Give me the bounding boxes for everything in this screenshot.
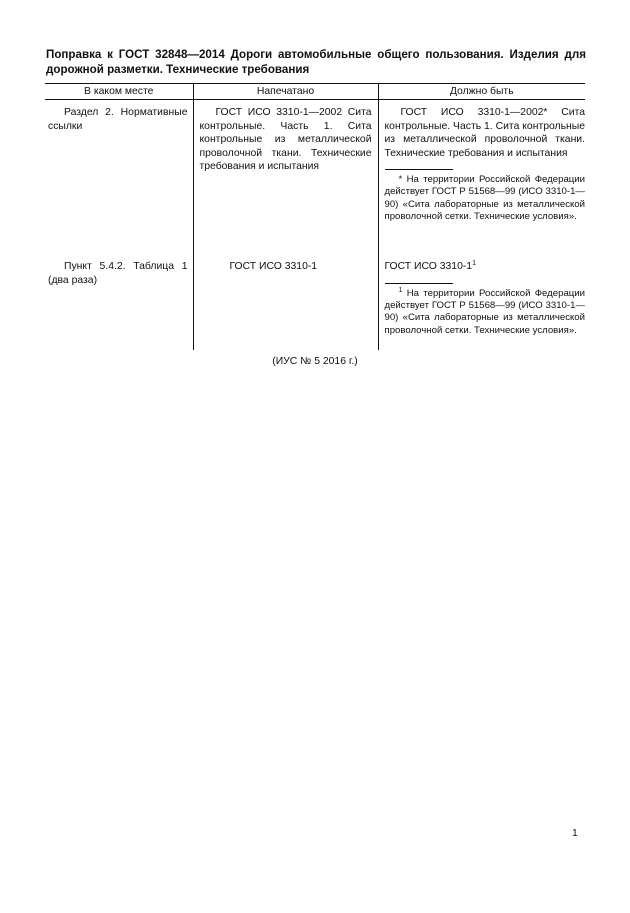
cell-printed [193,252,378,350]
footnote-text: На территории Российской Федерации действует ГОСТ Р 51568—99 (ИСО 3310-1—90) «Сита лабораторные из металлической проволочной сетки. Технические условия». [384,287,585,336]
cell-should-be [378,100,585,253]
printed-text: ГОСТ ИСО 3310-1 [229,261,318,272]
footnote-block [379,283,586,338]
footnote-block [379,169,586,224]
footnote-marker: 1 [472,260,476,267]
place-text: Раздел 2. Нормативные ссылки [48,107,188,132]
table-row [45,252,585,350]
cell-should-be [378,252,585,350]
document-title: Поправка к ГОСТ 32848—2014 Дороги автомобильные общего пользования. Изделия для дорожной разметки. Технические требования [46,48,586,76]
should-be-text: ГОСТ ИСО 3310-1—2002* Сита контрольные. Часть 1. Сита контрольные из металлической проволочной ткани. Технические требования и испытания [384,107,585,159]
should-be-text: ГОСТ ИСО 3310-1 [384,261,473,272]
cell-place [45,100,193,253]
footnote-text: * На территории Российской Федерации действует ГОСТ Р 51568—99 (ИСО 3310-1—90) «Сита лабораторные из металлической проволочной сетки. Технические условия». [384,174,585,223]
printed-text: ГОСТ ИСО 3310-1—2002 Сита контрольные. Часть 1. Сита контрольные из металлической проволочной ткани. Технические требования и испытания [199,107,372,172]
header-printed: Напечатано [193,84,378,100]
header-should-be: Должно быть [378,84,585,100]
footnote-line [385,288,586,338]
cell-place [45,252,193,350]
table-row [45,100,585,253]
footnote-rule [385,283,453,284]
place-text: Пункт 5.4.2. Таблица 1 (два раза) [48,261,188,286]
header-place: В каком месте [45,84,193,100]
cell-printed [193,100,378,253]
footnote-marker: 1 [398,286,403,294]
should-be-line [379,252,586,274]
table-header-row [45,84,585,100]
amendment-table [45,83,585,350]
page-number: 1 [572,828,578,839]
source-note: (ИУС № 5 2016 г.) [272,356,358,367]
footnote-rule [385,169,453,170]
